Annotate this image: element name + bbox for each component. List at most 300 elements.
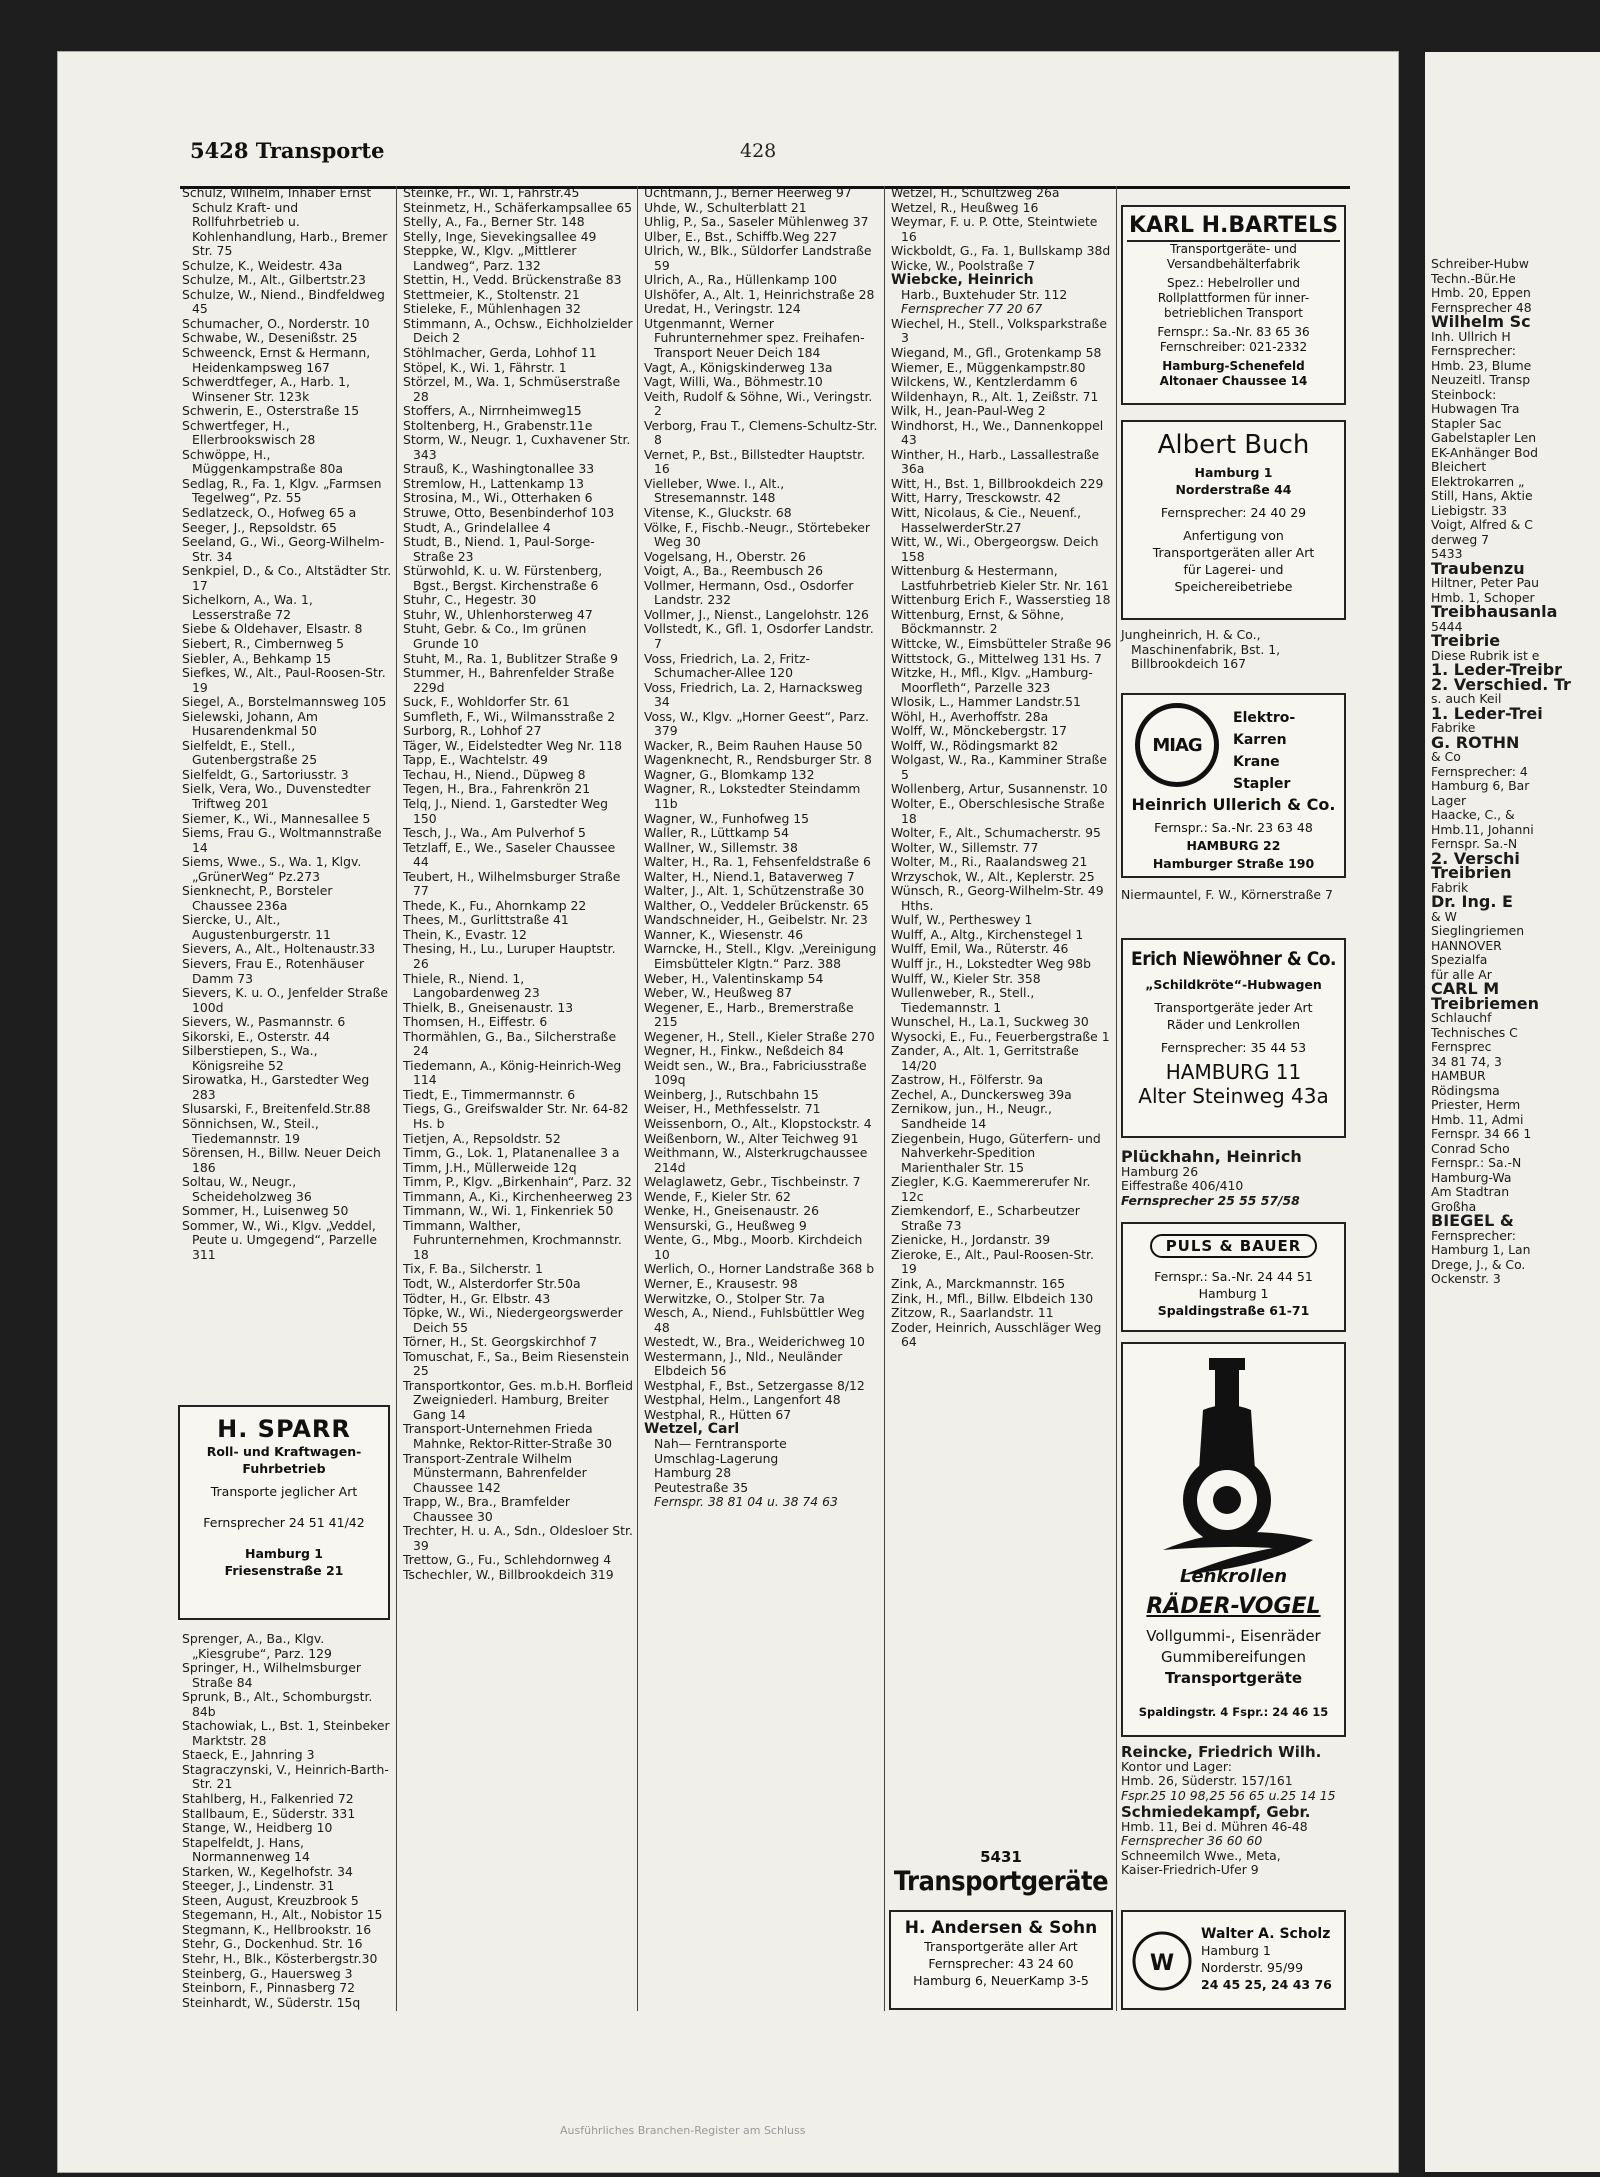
directory-entry: Siemer, K., Wi., Mannesallee 5: [182, 810, 371, 826]
directory-entry: Veith, Rudolf & Söhne, Wi., Veringstr. 2: [644, 388, 873, 419]
directory-entry: Thein, K., Evastr. 12: [403, 926, 527, 942]
directory-entry: Steinmetz, H., Schäferkampsallee 65: [403, 199, 633, 215]
directory-entry: Witt, Harry, Tresckowstr. 42: [891, 490, 1061, 506]
scholz-logo-icon: [1131, 1930, 1193, 1992]
directory-entry: Stuhr, C., Hegestr. 30: [403, 592, 537, 608]
directory-entry: Uchtmann, J., Berner Heerweg 97: [644, 185, 852, 200]
directory-entry: Vollstedt, K., Gfl. 1, Osdorfer Landstr. 7: [644, 621, 874, 651]
directory-entry: Wickboldt, G., Fa. 1, Bullskamp 38d: [891, 243, 1111, 259]
facing-page-line: Stapler Sac: [1431, 415, 1502, 431]
directory-entry: Tegen, H., Bra., Fahrenkrön 21: [403, 781, 591, 797]
directory-entry: Seeger, J., Repsoldstr. 65: [182, 519, 337, 535]
directory-entry: Warncke, H., Stell., Klgv. „Vereinigung Eimsbütteler Klgtn.“ Parz. 388: [644, 941, 877, 971]
section-number: 5431: [980, 1848, 1022, 1866]
section-5431-heading: [889, 1848, 1113, 1902]
directory-entry: Timm, G., Lok. 1, Platanenallee 3 a: [403, 1145, 620, 1161]
directory-entry: Westphal, F., Bst., Setzergasse 8/12: [644, 1377, 865, 1393]
ad-line: Altonaer Chaussee 14: [1159, 374, 1308, 388]
directory-entry: Ulshöfer, A., Alt. 1, Heinrichstraße 28: [644, 286, 875, 302]
page-header: [190, 138, 1340, 168]
directory-entry: Waller, R., Lüttkamp 54: [644, 825, 789, 841]
directory-entry: Wenke, H., Gneisenaustr. 26: [644, 1203, 819, 1219]
facing-page-line: HANNOVER: [1431, 937, 1502, 953]
ad-line: Hamburg 1: [245, 1546, 323, 1561]
directory-entry: Wagner, G., Blomkamp 132: [644, 766, 815, 782]
directory-entry: Wolter, E., Oberschlesische Straße 18: [891, 795, 1105, 826]
directory-entry: Welaglawetz, Gebr., Tischbeinstr. 7: [644, 1174, 861, 1190]
ad-line: Rollplattformen für inner-: [1157, 291, 1310, 305]
directory-entry: Tesch, J., Wa., Am Pulverhof 5: [403, 825, 586, 841]
directory-entry: Walter, H., Niend.1, Bataverweg 7: [644, 868, 855, 884]
ad-line: Transportgeräten aller Art: [1152, 545, 1315, 560]
facing-page-line: Steinbock:: [1431, 386, 1497, 402]
section-number: 5428: [190, 138, 249, 163]
directory-entry: Walther, O., Veddeler Brückenstr. 65: [644, 897, 869, 913]
directory-entry: Stachowiak, L., Bst. 1, Steinbeker Marktstr. 28: [182, 1718, 390, 1748]
directory-entry: Ulrich, W., Blk., Süldorfer Landstraße 59: [644, 243, 872, 273]
facing-page-line: Großha: [1431, 1198, 1477, 1214]
facing-page-line: Drege, J., & Co.: [1431, 1256, 1526, 1272]
directory-entry: Sedlag, R., Fa. 1, Klgv. „Farmsen Tegelweg“, Pz. 55: [182, 475, 382, 506]
directory-entry: Timmann, W., Wi. 1, Finkenriek 50: [403, 1203, 614, 1219]
ad-line: Fuhrbetrieb: [242, 1461, 326, 1476]
directory-entry: Niermauntel, F. W., Körnerstraße 7: [1121, 887, 1333, 902]
directory-entry: Wagner, R., Lokstedter Steindamm 11b: [644, 781, 861, 811]
facing-page-line: Treibrie: [1431, 631, 1501, 650]
directory-entry: Täger, W., Eidelstedter Weg Nr. 118: [403, 737, 623, 753]
directory-entry: Schwerdtfeger, A., Harb. 1, Winsener Str. 123k: [182, 374, 350, 404]
directory-entry: Stelly, Inge, Sievekingsallee 49: [403, 228, 597, 244]
directory-entry: Siebert, R., Cimbernweg 5: [182, 635, 345, 651]
directory-entry: Wilckens, W., Kentzlerdamm 6: [891, 374, 1078, 390]
directory-entry: Weymar, F. u. P. Otte, Steintwiete 16: [891, 214, 1098, 244]
directory-entry: Surborg, R., Lohhof 27: [403, 723, 542, 739]
directory-entry: Stöpel, K., Wi. 1, Fährstr. 1: [403, 359, 567, 375]
ad-line: Anfertigung von: [1183, 528, 1284, 543]
listing-column-1-continued: [182, 1632, 392, 2010]
directory-entry: Weiser, H., Methfesselstr. 71: [644, 1101, 821, 1117]
ad-line: Transportgeräte jeder Art: [1154, 1000, 1313, 1015]
directory-entry: Staeck, E., Jahnring 3: [182, 1747, 315, 1763]
directory-entry: Steinhardt, W., Süderstr. 15q: [182, 1994, 361, 2010]
directory-entry: Tiedemann, A., König-Heinrich-Weg 114: [403, 1057, 622, 1088]
facing-page-line: derweg 7: [1431, 531, 1490, 547]
ad-line: Fernsprecher: 24 40 29: [1160, 505, 1307, 520]
directory-entry: Tiegs, G., Greifswalder Str. Nr. 64-82 Hs. b: [403, 1101, 629, 1131]
facing-page-line: Spezialfa: [1431, 952, 1488, 967]
directory-entry: Sievers, W., Pasmannstr. 6: [182, 1014, 346, 1030]
directory-entry: Stehr, H., Blk., Kösterbergstr.30: [182, 1951, 378, 1967]
directory-entry: Strosina, M., Wi., Otterhaken 6: [403, 490, 593, 506]
facing-page-line: Hmb. 1, Schoper: [1431, 589, 1535, 605]
facing-page-line: Fernspr.: Sa.-N: [1431, 1155, 1522, 1170]
directory-entry: Soltau, W., Neugr., Scheideholzweg 36: [182, 1174, 312, 1204]
directory-entry: Vogelsang, H., Oberstr. 26: [644, 548, 806, 564]
column-rule: [884, 186, 885, 2011]
facing-page-line: Hmb.11, Johanni: [1431, 821, 1534, 837]
directory-entry: Schwerin, E., Osterstraße 15: [182, 403, 360, 419]
directory-entry: Voss, Friedrich, La. 2, Harnacksweg 34: [644, 679, 863, 710]
facing-page-line: Treibhausanla: [1431, 602, 1558, 621]
listing-line: Fspr.25 10 98,25 56 65 u.25 14 15: [1121, 1787, 1336, 1803]
directory-entry: Springer, H., Wilhelmsburger Straße 84: [182, 1660, 361, 1690]
facing-page-line: Neuzeitl. Transp: [1431, 372, 1531, 387]
directory-entry: Zernikow, jun., H., Neugr., Sandheide 14: [891, 1101, 1052, 1131]
directory-entry: Wolter, F., Alt., Schumacherstr. 95: [891, 825, 1101, 841]
directory-entry: Westermann, J., Nld., Neuländer Elbdeich 56: [644, 1348, 843, 1379]
directory-entry: Sörensen, H., Billw. Neuer Deich 186: [182, 1145, 381, 1175]
directory-entry: Uhde, W., Schulterblatt 21: [644, 199, 807, 215]
directory-entry: Siems, Frau G., Woltmannstraße 14: [182, 825, 382, 855]
directory-entry: Siercke, U., Alt., Augustenburgerstr. 11: [182, 912, 331, 942]
facing-page-line: 2. Verschi: [1431, 848, 1520, 868]
directory-entry: Voss, Friedrich, La. 2, Fritz-Schumacher-Allee 120: [644, 650, 810, 681]
directory-entry: Silberstiepen, S., Wa., Königsreihe 52: [182, 1043, 318, 1073]
ad-line: Gummibereifungen: [1160, 1648, 1307, 1666]
directory-entry: Schwertfeger, H., Ellerbrookswisch 28: [182, 417, 316, 448]
directory-entry: Wegener, E., Harb., Bremerstraße 215: [644, 999, 854, 1030]
directory-entry: Sumfleth, F., Wi., Wilmansstraße 2: [403, 708, 616, 724]
directory-entry: Wegener, H., Stell., Kieler Straße 270: [644, 1028, 875, 1044]
ad-line: Transportgeräte- und: [1170, 242, 1297, 256]
column-rule: [637, 186, 638, 2011]
facing-page-line: Hamburg 1, Lan: [1431, 1242, 1531, 1257]
directory-entry: Wittenburg Erich F., Wasserstieg 18: [891, 592, 1111, 608]
ad-line: Transporte jeglicher Art: [210, 1484, 358, 1499]
ad-puls-bauer: [1121, 1222, 1346, 1332]
facing-page-line: Fabrike: [1431, 720, 1476, 735]
directory-entry: Sielfeldt, E., Stell., Gutenbergstraße 25: [182, 737, 318, 768]
directory-entry-line: Fernspr. 38 81 04 u. 38 74 63: [654, 1494, 838, 1510]
facing-page-line: Schreiber-Hubw: [1431, 256, 1529, 271]
directory-entry: Sichelkorn, A., Wa. 1, Lesserstraße 72: [182, 592, 313, 622]
facing-page-line: 2. Verschied. Tr: [1431, 674, 1571, 694]
facing-page-line: Hmb. 11, Admi: [1431, 1111, 1524, 1127]
directory-entry: Vitense, K., Gluckstr. 68: [644, 505, 792, 521]
facing-page-line: Fernsprecher: 4: [1431, 763, 1528, 779]
directory-entry: Wagner, W., Funhofweg 15: [644, 810, 810, 826]
directory-entry: Transport-Unternehmen Frieda Mahnke, Rektor-Ritter-Straße 30: [403, 1421, 612, 1452]
listing-line: Kontor und Lager:: [1121, 1758, 1232, 1774]
directory-entry: Werwitzke, O., Stolper Str. 7a: [644, 1290, 825, 1306]
directory-entry: Schumacher, O., Norderstr. 10: [182, 315, 370, 331]
ad-line: Räder und Lenkrollen: [1166, 1017, 1301, 1032]
directory-entry: Stürwohld, K. u. W. Fürstenberg, Bgst., Bergst. Kirchenstraße 6: [403, 563, 603, 593]
directory-entry: Zander, A., Alt. 1, Gerritstraße 14/20: [891, 1043, 1079, 1073]
ad-line: HAMBURG 22: [1186, 838, 1281, 853]
directory-entry: Wetzel, R., Heußweg 16: [891, 199, 1039, 215]
directory-entry: Wünsch, R., Georg-Wilhelm-Str. 49 Hths.: [891, 883, 1104, 913]
ad-line: Roll- und Kraftwagen-: [206, 1444, 362, 1459]
directory-entry: Stange, W., Heidberg 10: [182, 1820, 333, 1836]
ad-line: Hamburg-Schenefeld: [1162, 359, 1305, 373]
directory-entry: Voigt, A., Ba., Reembusch 26: [644, 563, 824, 579]
ad-raeder-vogel: [1121, 1342, 1346, 1737]
ad-line: Fernsprecher: 43 24 60: [928, 1956, 1074, 1971]
directory-entry: Wulff jr., H., Lokstedter Weg 98b: [891, 955, 1092, 971]
directory-entry: Wiegand, M., Gfl., Grotenkamp 58: [891, 345, 1102, 361]
ad-buch-name: Albert Buch: [1157, 430, 1310, 460]
directory-entry: Wittstock, G., Mittelweg 131 Hs. 7: [891, 650, 1102, 666]
pluckhahn-name: Plückhahn, Heinrich: [1121, 1147, 1302, 1166]
directory-entry: Vernet, P., Bst., Billstedter Hauptstr. 16: [644, 446, 866, 477]
directory-entry: Steinberg, G., Hauersweg 3: [182, 1965, 353, 1981]
ad-line: Fernspr.: Sa.-Nr. 24 44 51: [1154, 1269, 1313, 1284]
facing-page-line: Dr. Ing. E: [1431, 892, 1513, 911]
ad-line: Fernschreiber: 021-2332: [1159, 340, 1308, 354]
directory-entry: Tix, F. Ba., Silcherstr. 1: [403, 1261, 543, 1277]
directory-entry-line: Peutestraße 35: [654, 1479, 749, 1495]
directory-entry: Steen, August, Kreuzbrook 5: [182, 1892, 359, 1908]
directory-entry: Törner, H., St. Georgskirchhof 7: [403, 1334, 598, 1350]
directory-entry: Stummer, H., Bahrenfelder Straße 229d: [403, 665, 615, 695]
directory-entry: Telq, J., Niend. 1, Garstedter Weg 150: [403, 795, 609, 826]
facing-page-line: Ockenstr. 3: [1431, 1271, 1501, 1286]
directory-entry: Vollmer, J., Nienst., Langelohstr. 126: [644, 606, 869, 622]
section-title: Transporte: [255, 138, 385, 163]
directory-entry: Weißenborn, W., Alter Teichweg 91: [644, 1130, 859, 1146]
section-heading: [190, 138, 384, 163]
directory-entry: Thesing, H., Lu., Luruper Hauptstr. 26: [403, 941, 616, 971]
facing-page-line: Fernspr. Sa.-N: [1431, 836, 1518, 851]
directory-entry: Zoder, Heinrich, Ausschläger Weg 64: [891, 1319, 1102, 1350]
facing-page-line: Conrad Scho: [1431, 1140, 1510, 1156]
facing-page-fragment: [1425, 52, 1600, 2172]
facing-page-line: Schlauchf: [1431, 1010, 1492, 1025]
directory-entry: Zink, H., Mfl., Billw. Elbdeich 130: [891, 1290, 1094, 1306]
directory-entry: Sievers, K. u. O., Jenfelder Straße 100d: [182, 985, 389, 1015]
listing-column-3: [644, 186, 880, 1510]
directory-entry: Sielfeldt, G., Sartoriusstr. 3: [182, 766, 349, 782]
ad-line: Hamburg 1: [1201, 1943, 1271, 1958]
directory-entry: Schulz, Wilhelm, Inhaber Ernst Schulz Kraft- und Rollfuhrbetrieb u. Kohlenhandlung, Harb., Bremer Str. 75: [182, 185, 388, 259]
schmiedekampf-name: Schmiedekampf, Gebr.: [1121, 1803, 1311, 1822]
directory-entry: Thiele, R., Niend. 1, Langobardenweg 23: [403, 970, 540, 1001]
listing-column-4: [891, 186, 1113, 1350]
directory-entry: Tödter, H., Gr. Elbstr. 43: [403, 1290, 551, 1306]
directory-entry: Tschechler, W., Billbrookdeich 319: [403, 1566, 614, 1582]
directory-entry: Slusarski, F., Breitenfeld.Str.88: [182, 1101, 371, 1117]
directory-entry: Thees, M., Gurlittstraße 41: [403, 912, 569, 928]
directory-entry: Ziegler, K.G. Kaemmererufer Nr. 12c: [891, 1174, 1091, 1204]
listing-column-5-continued: [1121, 888, 1346, 903]
directory-entry-line: Harb., Buxtehuder Str. 112: [901, 286, 1068, 302]
directory-entry: Schulze, M., Alt., Gilbertstr.23: [182, 272, 366, 288]
directory-entry: Todt, W., Alsterdorfer Str.50a: [403, 1276, 581, 1292]
footer-note: Ausführliches Branchen-Register am Schluss: [560, 2124, 806, 2137]
directory-entry: Stegemann, H., Alt., Nobistor 15: [182, 1907, 383, 1923]
directory-entry: Steeger, J., Lindenstr. 31: [182, 1878, 335, 1894]
ad-scholz: [1121, 1910, 1346, 2010]
directory-entry: Wulf, W., Pertheswey 1: [891, 912, 1033, 928]
directory-entry: Witt, Nicolaus, & Cie., Neuenf., HasselwerderStr.27: [891, 505, 1082, 535]
directory-entry: Siebe & Oldehaver, Elsastr. 8: [182, 621, 363, 637]
directory-entry: Thormählen, G., Ba., Silcherstraße 24: [403, 1028, 617, 1059]
listing-line: Schneemilch Wwe., Meta,: [1121, 1847, 1281, 1863]
facing-page-line: 34 81 74, 3: [1431, 1053, 1502, 1069]
directory-entry: Vagt, A., Königskinderweg 13a: [644, 359, 833, 375]
directory-entry: Wildenhayn, R., Alt. 1, Zeißstr. 71: [891, 388, 1099, 404]
directory-entry: Wysocki, E., Fu., Feuerbergstraße 1: [891, 1028, 1110, 1044]
ad-line: HAMBURG 11: [1165, 1060, 1302, 1084]
directory-entry: Stahlberg, H., Falkenried 72: [182, 1791, 354, 1807]
facing-page-line: Inh. Ullrich H: [1431, 328, 1511, 344]
directory-entry: Werner, E., Krausestr. 98: [644, 1276, 798, 1292]
facing-page-line: Fernsprecher:: [1431, 1227, 1516, 1243]
directory-entry: Ulrich, A., Ra., Hüllenkamp 100: [644, 272, 838, 288]
directory-entry: Timmann, A., Ki., Kirchenheerweg 23: [403, 1188, 633, 1204]
directory-entry: Wacker, R., Beim Rauhen Hause 50: [644, 737, 863, 753]
directory-entry: Schwabe, W., Desenißstr. 25: [182, 330, 358, 346]
ad-sparr-name: H. SPARR: [217, 1415, 351, 1443]
ad-sparr: [178, 1405, 390, 1620]
directory-entry: Sikorski, E., Osterstr. 44: [182, 1028, 331, 1044]
facing-page-line: Am Stadtran: [1431, 1184, 1510, 1199]
directory-entry: Steppke, W., Klgv. „Mittlerer Landweg“, Parz. 132: [403, 243, 577, 273]
directory-entry: Zechel, A., Dunckersweg 39a: [891, 1086, 1072, 1102]
directory-entry: Töpke, W., Wi., Niedergeorgswerder Deich 55: [403, 1305, 623, 1335]
directory-entry: Stoltenberg, H., Grabenstr.11e: [403, 417, 593, 433]
listing-reincke: [1121, 1745, 1346, 1878]
directory-entry: Stehr, G., Dockenhud. Str. 16: [182, 1936, 363, 1952]
lenkrollen-brand: Lenkrollen: [1179, 1566, 1288, 1587]
directory-entry: Siefkes, W., Alt., Paul-Roosen-Str. 19: [182, 665, 386, 695]
ad-line: Fernsprecher: 35 44 53: [1160, 1040, 1307, 1055]
directory-entry: Walter, H., Ra. 1, Fehsenfeldstraße 6: [644, 854, 871, 870]
directory-entry: Westedt, W., Bra., Weiderichweg 10: [644, 1334, 865, 1350]
facing-page-line: & W: [1431, 908, 1457, 924]
directory-entry: Teubert, H., Wilhelmsburger Straße 77: [403, 868, 621, 899]
directory-entry: Wiechel, H., Stell., Volksparkstraße 3: [891, 315, 1107, 346]
directory-entry: Stremlow, H., Lattenkamp 13: [403, 475, 585, 491]
facing-page-line: s. auch Keil: [1431, 691, 1502, 706]
facing-page-line: Fernspr. 34 66 1: [1431, 1126, 1532, 1141]
miag-logo-text: MIAG: [1152, 734, 1202, 756]
directory-entry: Wagenknecht, R., Rendsburger Str. 8: [644, 752, 872, 768]
directory-entry: Thomsen, H., Eiffestr. 6: [403, 1014, 548, 1030]
ad-niewoehner-name: Erich Niewöhner & Co.: [1131, 948, 1336, 970]
directory-entry: Tiedt, E., Timmermannstr. 6: [403, 1086, 576, 1102]
ad-line: für Lagerei- und: [1183, 562, 1284, 577]
directory-entry: Winther, H., Harb., Lassallestraße 36a: [891, 446, 1100, 477]
facing-page-line: Fernsprecher:: [1431, 343, 1516, 358]
reincke-name: Reincke, Friedrich Wilh.: [1121, 1743, 1322, 1761]
facing-page-line: Fabrik: [1431, 879, 1469, 895]
directory-entry: Sprunk, B., Alt., Schomburgstr. 84b: [182, 1689, 373, 1719]
ad-miag-ullerich: [1121, 693, 1346, 878]
facing-page-line: CARL M: [1431, 979, 1500, 998]
ad-line: Stapler: [1233, 776, 1291, 792]
directory-entry: Vagt, Willi, Wa., Böhmestr.10: [644, 374, 823, 390]
directory-entry: Wlosik, L., Hammer Landstr.51: [891, 694, 1081, 710]
directory-entry: Sönnichsen, W., Steil., Tiedemannstr. 19: [182, 1116, 319, 1146]
directory-entry: Wente, G., Mbg., Moorb. Kirchdeich 10: [644, 1232, 863, 1262]
facing-page-line: Still, Hans, Aktie: [1431, 488, 1533, 503]
directory-entry: Witzke, H., Mfl., Klgv. „Hamburg-Moorfleth“, Parzelle 323: [891, 665, 1093, 695]
listing-line: Kaiser-Friedrich-Ufer 9: [1121, 1862, 1259, 1878]
directory-entry: Weissenborn, O., Alt., Klopstockstr. 4: [644, 1116, 872, 1131]
directory-entry: Schwöppe, H., Müggenkampstraße 80a: [182, 446, 343, 477]
directory-entry: Wallner, W., Sillemstr. 38: [644, 839, 798, 855]
facing-page-line: Rödingsma: [1431, 1082, 1500, 1098]
directory-entry: Wolter, M., Ri., Raalandsweg 21: [891, 854, 1088, 870]
listing-line: Fernsprecher 25 55 57/58: [1121, 1192, 1300, 1208]
castor-wheel-icon: [1123, 1350, 1344, 1590]
facing-page-line: Sieglingriemen: [1431, 923, 1525, 938]
directory-entry: Wolgast, W., Ra., Kamminer Straße 5: [891, 752, 1108, 782]
listing-column-2: [403, 186, 633, 1583]
listing-line: Hmb. 11, Bei d. Mühren 46-48: [1121, 1818, 1308, 1834]
directory-entry: Tetzlaff, E., We., Saseler Chaussee 44: [403, 839, 616, 870]
directory-entry: Wittenburg & Hestermann, Lastfuhrbetrieb Kieler Str. Nr. 161: [891, 563, 1109, 593]
ad-line: Norderstr. 95/99: [1201, 1960, 1304, 1975]
directory-entry-line: Nah— Ferntransporte: [654, 1436, 787, 1452]
directory-entry: Uredat, H., Veringstr. 124: [644, 301, 801, 317]
directory-entry: Witt, H., Bst. 1, Billbrookdeich 229: [891, 475, 1104, 491]
listing-line: Hmb. 26, Süderstr. 157/161: [1121, 1773, 1293, 1789]
ad-line: Hamburg 1: [1194, 465, 1273, 480]
facing-page-line: & Co: [1431, 749, 1461, 764]
directory-entry: Stimmann, A., Ochsw., Eichholzielder Deich 2: [403, 315, 633, 346]
directory-entry-highlight: Wetzel, Carl: [644, 1421, 740, 1438]
facing-page-line: EK-Anhänger Bod: [1431, 444, 1538, 460]
directory-entry: Sedlatzeck, O., Hofweg 65 a: [182, 505, 357, 521]
directory-entry: Sommer, H., Luisenweg 50: [182, 1203, 349, 1219]
directory-entry: Wullenweber, R., Stell., Tiedemannstr. 1: [891, 985, 1035, 1015]
facing-page-line: 1. Leder-Trei: [1431, 703, 1543, 723]
directory-entry: Stapelfeldt, J. Hans, Normannenweg 14: [182, 1834, 310, 1865]
facing-page-text: [1425, 257, 1600, 1287]
directory-entry: Stoffers, A., Nirrnheimweg15: [403, 403, 582, 419]
directory-entry: Wulff, W., Kieler Str. 358: [891, 970, 1041, 986]
directory-entry: Transport-Zentrale Wilhelm Münstermann, Bahrenfelder Chaussee 142: [403, 1450, 587, 1495]
facing-page-line: Traubenzu: [1431, 558, 1525, 578]
directory-entry: Stuht, Gebr. & Co., Im grünen Grunde 10: [403, 621, 587, 651]
ad-line: Transportgeräte aller Art: [924, 1939, 1078, 1954]
directory-entry: Siegel, A., Borstelmannsweg 105: [182, 694, 387, 710]
directory-entry: Timm, P., Klgv. „Birkenhain“, Parz. 32: [403, 1174, 632, 1190]
directory-entry: Zink, A., Marckmannstr. 165: [891, 1276, 1066, 1292]
facing-page-line: Hubwagen Tra: [1431, 401, 1520, 416]
directory-entry: Walter, J., Alt. 1, Schützenstraße 30: [644, 883, 865, 899]
ad-line: Spaldingstr. 4 Fspr.: 24 46 15: [1138, 1705, 1329, 1719]
ad-line: Alter Steinweg 43a: [1138, 1084, 1329, 1108]
directory-entry: Utgenmannt, Werner Fuhrunternehmer spez. Freihafen-Transport Neuer Deich 184: [644, 315, 865, 361]
directory-entry: Zitzow, R., Saarlandstr. 11: [891, 1305, 1054, 1321]
directory-entry: Wolff, W., Mönckebergstr. 17: [891, 723, 1068, 739]
ad-andersen: [889, 1910, 1113, 2010]
listing-line: Hamburg 26: [1121, 1163, 1199, 1179]
directory-entry-highlight: Wiebcke, Heinrich: [891, 272, 1034, 289]
directory-entry: Wolter, W., Sillemstr. 77: [891, 839, 1039, 855]
directory-entry: Voss, W., Klgv. „Horner Geest“, Parz. 379: [644, 708, 869, 739]
directory-entry-line: Hamburg 28: [654, 1465, 732, 1481]
listing-line: Fernsprecher 36 60 60: [1121, 1833, 1263, 1849]
ad-line: Speichereibetriebe: [1174, 579, 1293, 594]
ad-line: betrieblichen Transport: [1164, 306, 1303, 320]
facing-page-line: Treibrien: [1431, 863, 1512, 882]
facing-page-line: Elektrokarren „: [1431, 473, 1525, 489]
listing-column-1: [182, 186, 392, 1262]
directory-entry: Stuht, M., Ra. 1, Bublitzer Straße 9: [403, 650, 619, 666]
directory-entry: Witt, W., Wi., Obergeorgsw. Deich 158: [891, 534, 1099, 564]
directory-entry: Siems, Wwe., S., Wa. 1, Klgv. „GrünerWeg“ Pz.273: [182, 854, 362, 884]
directory-entry: Stelly, A., Fa., Berner Str. 148: [403, 214, 585, 230]
directory-entry: Weber, H., Valentinskamp 54: [644, 970, 824, 986]
directory-entry: Tomuschat, F., Sa., Beim Riesenstein 25: [403, 1348, 630, 1379]
facing-page-line: Hiltner, Peter Pau: [1431, 575, 1540, 590]
ad-line: Hamburger Straße 190: [1152, 856, 1315, 871]
